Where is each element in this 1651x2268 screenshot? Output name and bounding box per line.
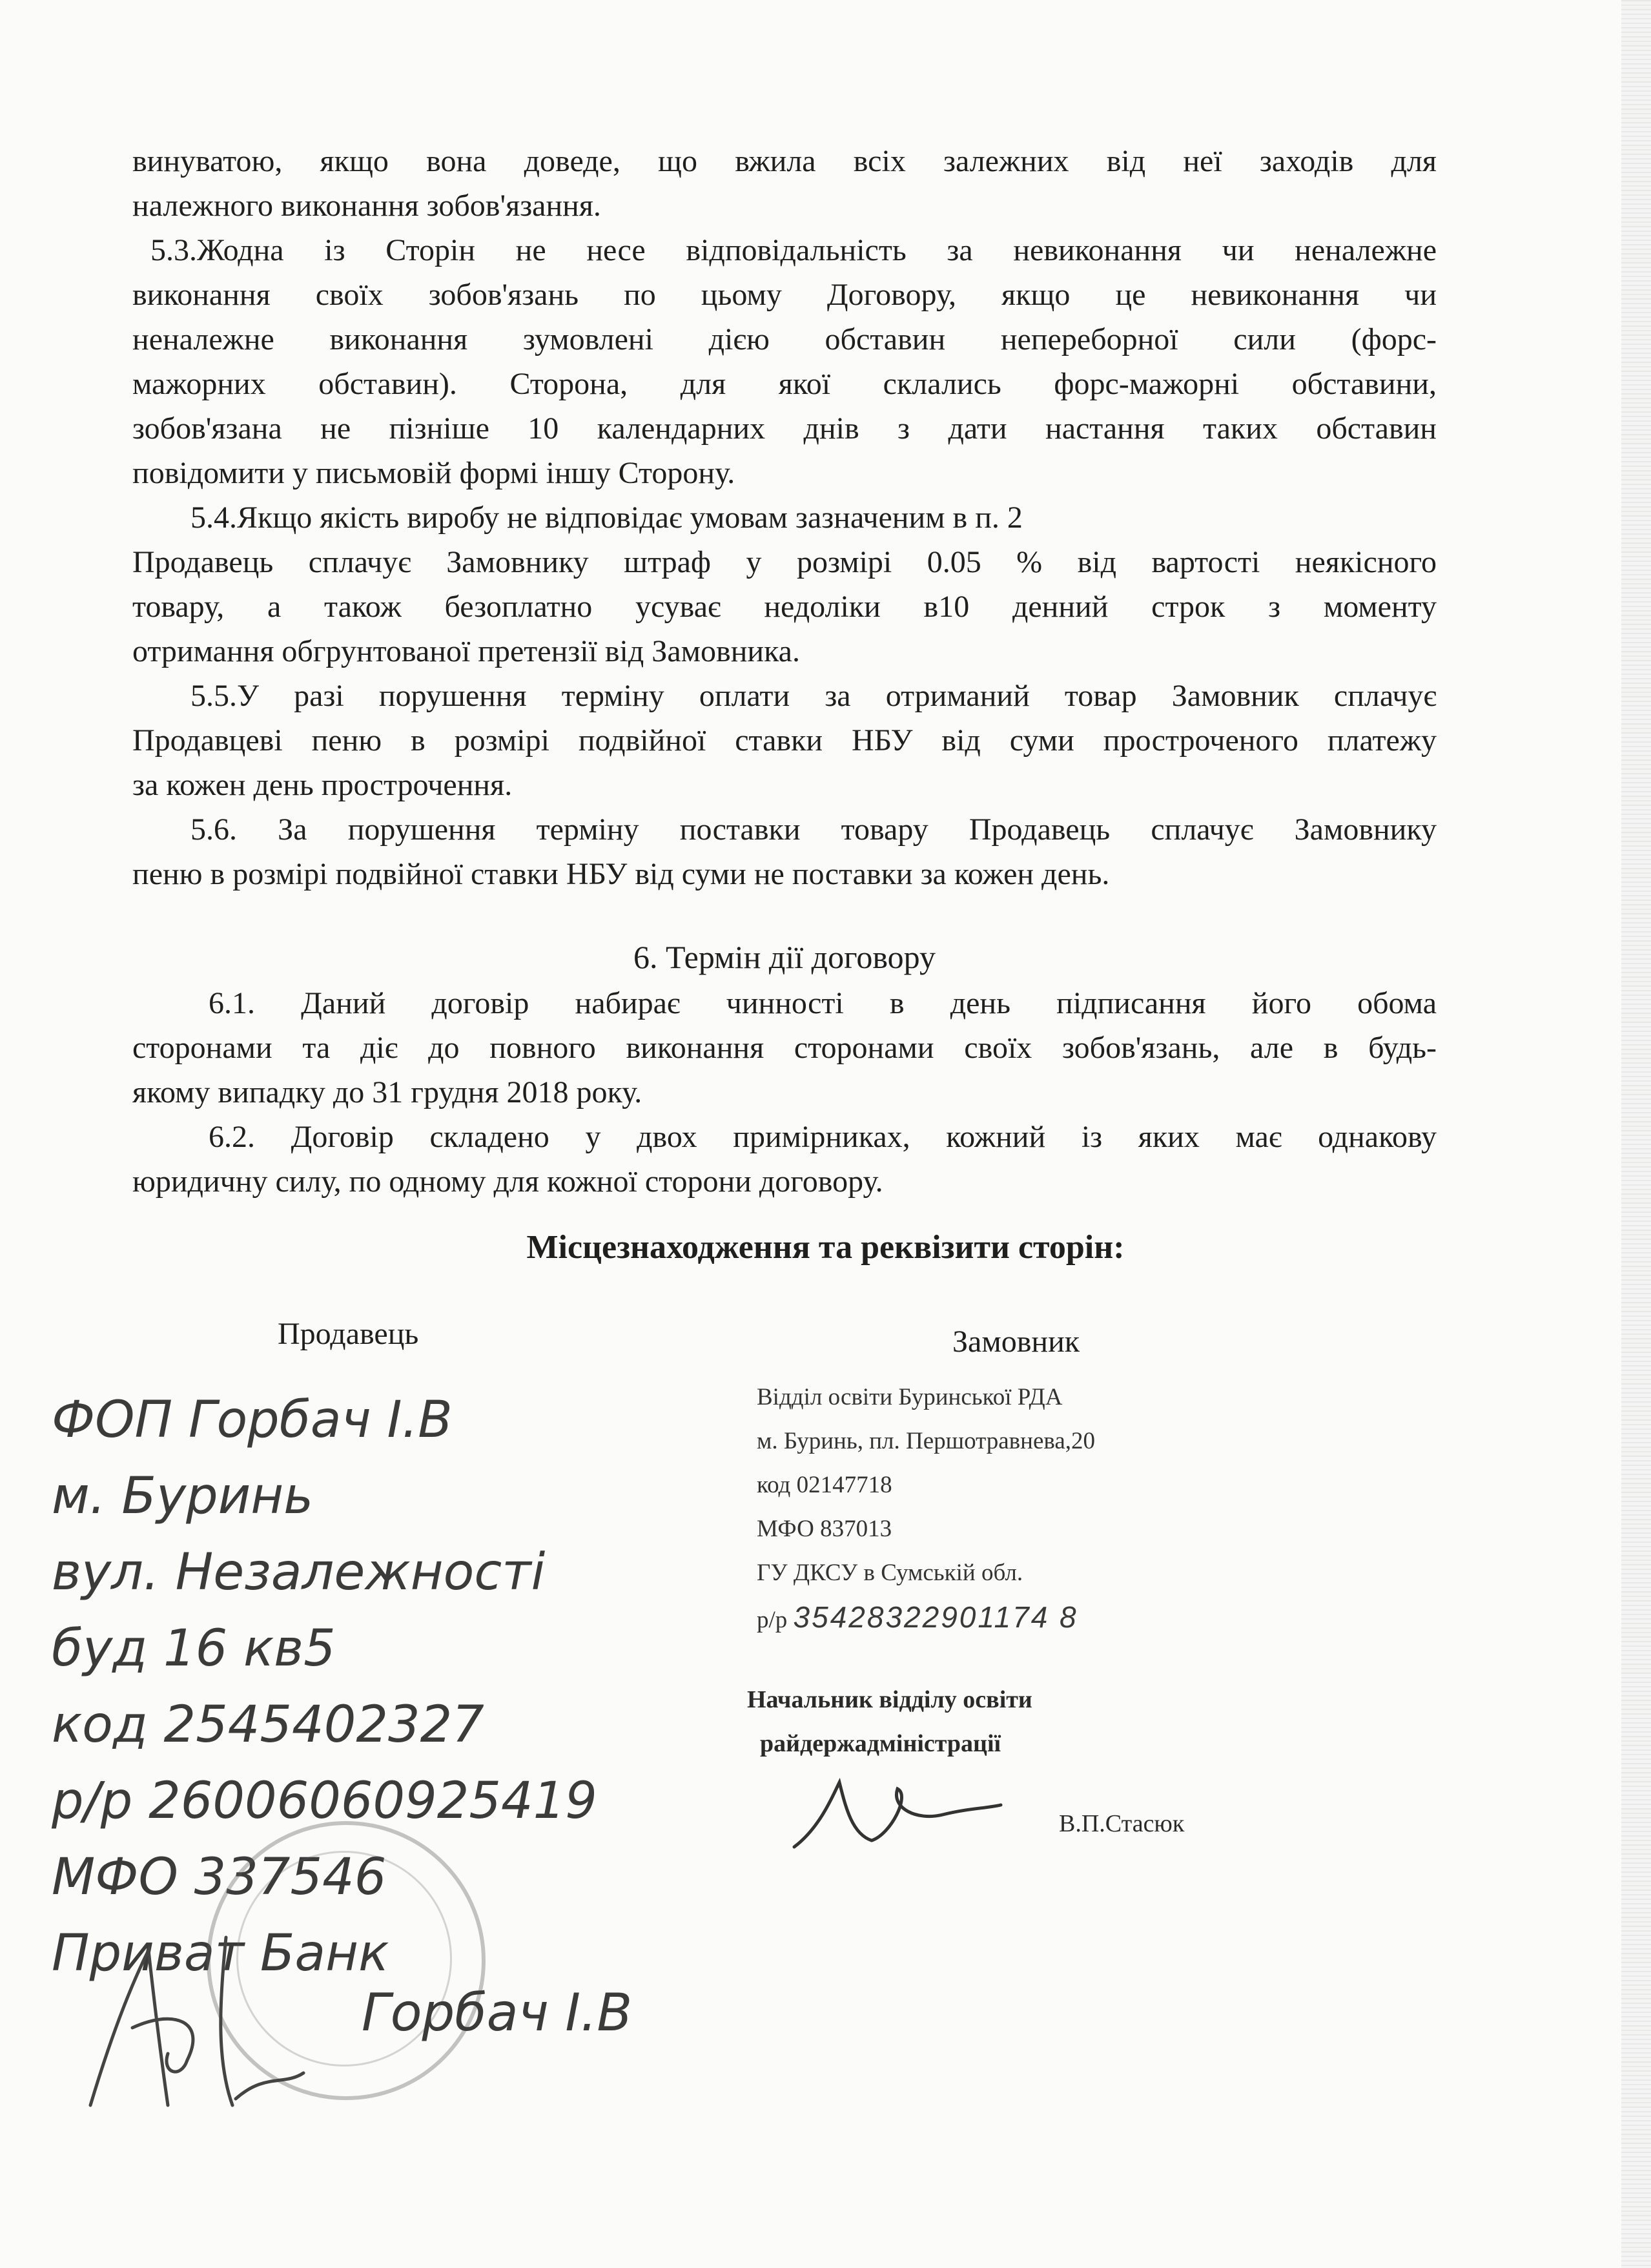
text-line: 5.5.У разі порушення терміну оплати за отриманий товар Замовник сплачує (190, 679, 1437, 713)
text-line: належного виконання зобов'язання. (132, 189, 601, 223)
handwritten-line: м. Буринь (52, 1467, 314, 1525)
text-line: отримання обгрунтованої претензії від Замовника. (132, 634, 800, 668)
text-line: 6.2. Договір складено у двох примірниках, кожний із яких має однакову (209, 1120, 1437, 1154)
buyer-line: м. Буринь, пл. Першотравнева,20 (757, 1428, 1096, 1454)
buyer-title: Замовник (952, 1325, 1080, 1359)
text-line: якому випадку до 31 грудня 2018 року. (132, 1075, 642, 1109)
text-line: зобов'язана не пізніше 10 календарних днів з дати настання таких обставин (132, 411, 1437, 446)
handwritten-line: МФО 337546 (52, 1848, 387, 1906)
buyer-line: МФО 837013 (757, 1516, 892, 1542)
text-line: неналежне виконання зумовлені дією обставин непереборної сили (форс- (132, 322, 1437, 356)
buyer-account-row (757, 1595, 1095, 1642)
text-line: винуватою, якщо вона доведе, що вжила всіх залежних від неї заходів для (132, 144, 1437, 178)
handwritten-line: ФОП Горбач І.В (52, 1391, 453, 1449)
text-line: виконання своїх зобов'язань по цьому Договору, якщо це невиконання чи (132, 278, 1437, 312)
buyer-head-name: В.П.Стасюк (1059, 1810, 1185, 1837)
text-line: Продавцеві пеню в розмірі подвійної ставки НБУ від суми простроченого платежу (132, 723, 1437, 758)
head-title-line: райдержадміністрації (760, 1730, 1001, 1757)
requisites-title: Місцезнаходження та реквізити сторін: (526, 1229, 1125, 1266)
text-line: Продавець сплачує Замовнику штраф у розмірі 0.05 % від вартості неякісного (132, 545, 1437, 579)
account-label: р/р (757, 1607, 788, 1633)
text-line: мажорних обставин). Сторона, для якої склались форс-мажорні обставини, (132, 367, 1437, 401)
text-line: 5.3.Жодна із Сторін не несе відповідальність за невиконання чи неналежне (150, 233, 1437, 267)
text-line: за кожен день прострочення. (132, 768, 513, 802)
buyer-line: Відділ освіти Буринської РДА (757, 1384, 1063, 1410)
buyer-line: код 02147718 (757, 1472, 892, 1498)
handwritten-line: р/р 26006060925419 (52, 1772, 597, 1830)
handwritten-line: буд 16 кв5 (52, 1620, 336, 1678)
buyer-head-title (747, 1678, 1032, 1766)
section-6-heading: 6. Термін дії договору (633, 939, 936, 975)
contract-body (132, 139, 1437, 1204)
seller-signed-name: Горбач І.В (362, 1983, 633, 2043)
seller-signature (71, 1912, 342, 2125)
handwritten-line: Приват Банк (52, 1924, 389, 1983)
text-line: 5.6. За порушення терміну поставки товару Продавець сплачує Замовнику (190, 812, 1437, 847)
account-number: 35428322901174 8 (793, 1600, 1078, 1634)
buyer-signature (781, 1769, 1014, 1860)
handwritten-line: код 2545402327 (52, 1696, 484, 1754)
clause-5-5 (132, 674, 1437, 807)
text-line: 5.4.Якщо якість виробу не відповідає умовам зазначеним в п. 2 (190, 500, 1023, 535)
text-line: 6.1. Даний договір набирає чинності в день підписання його обома (209, 986, 1437, 1020)
text-line: сторонами та діє до повного виконання сторонами своїх зобов'язань, але в будь- (132, 1031, 1437, 1065)
buyer-details (757, 1376, 1095, 1642)
text-line: юридичну силу, по одному для кожної сторони договору. (132, 1164, 883, 1199)
clause-5-3 (132, 228, 1437, 495)
text-line: пеню в розмірі подвійної ставки НБУ від суми не поставки за кожен день. (132, 857, 1110, 891)
text-line: товару, а також безоплатно усуває недоліки в10 денний строк з моменту (132, 590, 1437, 624)
clause-5-6 (132, 807, 1437, 896)
seller-title: Продавець (278, 1317, 419, 1351)
handwritten-line: вул. Незалежності (52, 1543, 546, 1602)
clause-6-2 (132, 1115, 1437, 1204)
clause-5-2-continuation (132, 139, 1437, 228)
clause-5-4 (132, 495, 1437, 674)
clause-6-1 (132, 981, 1437, 1115)
head-title-line: Начальник відділу освіти (747, 1686, 1032, 1713)
buyer-line: ГУ ДКСУ в Сумській обл. (757, 1560, 1023, 1586)
scan-edge (1621, 0, 1651, 2268)
text-line: повідомити у письмовій формі іншу Сторону. (132, 456, 735, 490)
